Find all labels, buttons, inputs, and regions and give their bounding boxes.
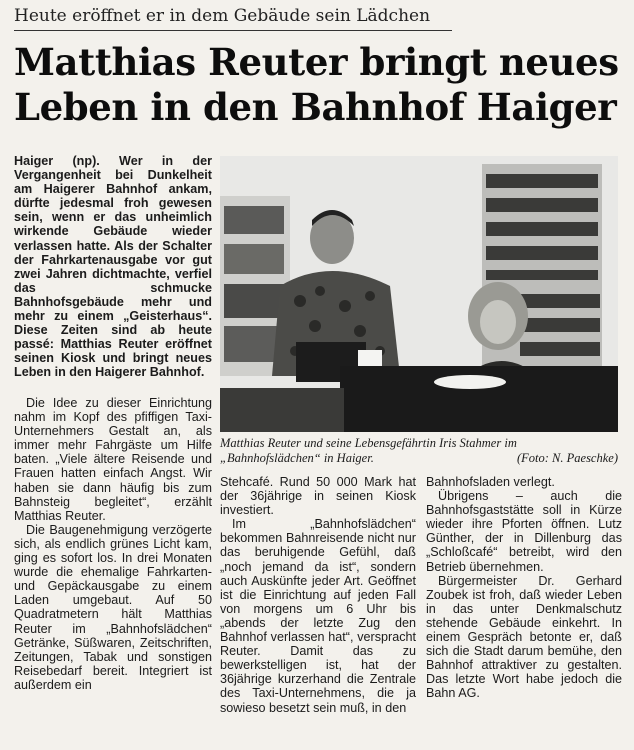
column-1-paragraph-2: Die Baugenehmigung verzögerte sich, als endlich grünes Licht kam, ging es sofort los. In drei Monaten wurde die ehemalige Fahrkarten- und Gepäckausgabe zu einem Laden umgebaut. Auf 50 Quadratmetern hält Matthias Reuter im „Bahnhofslädchen“ Getränke, Süßwaren, Zeitschriften, Zeitungen, Tabak und sonstigen Reisebedarf bereit. Integriert ist außerdem ein — [14, 522, 212, 692]
kicker-rule — [14, 30, 452, 31]
column-3-paragraph-1: Bahnhofsladen verlegt. — [426, 475, 555, 489]
kiosk-photo-illustration — [220, 156, 618, 432]
article-column-2 — [220, 475, 416, 715]
article-column-1 — [14, 396, 212, 692]
article-column-3 — [426, 475, 622, 701]
column-1-paragraph-1: Die Idee zu dieser Einrichtung nahm im Kopf des pfiffigen Taxi-Unternehmers Gestalt an, als immer mehr Fahrgäste um Hilfe baten. „Viele ältere Reisende und Frauen hatten einfach Angst. Wir haben sie dann häufig bis zum Bahnsteig begleitet“, erzählt Matthias Reuter. — [14, 396, 212, 523]
photo-caption — [220, 436, 618, 466]
column-2-paragraph-2: Im „Bahnhofslädchen“ bekommen Bahnreisende nicht nur das beruhigende Gefühl, daß „noch jemand da ist“, sondern auch Auskünfte jeder Art. Geöffnet ist die Einrichtung auf jeden Fall von morgens um 6 Uhr bis „abends der letzte Zug den Bahnhof verlassen hat“, verspracht Reuter. Damit das zu bewerkstelligen ist, hat der 36jährige kurzerhand die Zentrale des Taxi-Unternehmens, die ja sowieso besetzt sein muß, in den — [220, 517, 416, 715]
article-kicker: Heute eröffnet er in dem Gebäude sein Lädchen — [14, 6, 431, 26]
headline-line-1: Matthias Reuter bringt neues — [14, 40, 619, 84]
column-3-paragraph-3: Bürgermeister Dr. Gerhard Zoubek ist froh, daß wieder Leben in das unter Denkmalschutz stehende Gebäude einkehrt. In einem Gespräch betonte er, daß sich die Stadt darum bemühe, den Bahnhof attraktiver zu gestalten. Das letzte Wort habe jedoch die Bahn AG. — [426, 573, 622, 701]
caption-line-2: „Bahnhofslädchen“ in Haiger. — [220, 451, 374, 465]
column-3-paragraph-2: Übrigens – auch die Bahnhofsgaststätte soll in Kürze wieder ihre Pforten öffnen. Lutz Günther, der in Dillenburg das „Schloßcafé“ betreibt, wird den Betrieb übernehmen. — [426, 489, 622, 574]
column-2-paragraph-1: Stehcafé. Rund 50 000 Mark hat der 36jährige in seinen Kiosk investiert. — [220, 475, 416, 518]
caption-line-1: Matthias Reuter und seine Lebensgefährtin Iris Stahmer im — [220, 436, 517, 450]
lead-paragraph: Haiger (np). Wer in der Vergangenheit bei Dunkelheit am Haigerer Bahnhof ankam, dürfte jedesmal froh gewesen sein, wenn er das unheimlich wirkende Gebäude wieder verlassen hatte. Als der Schalter der Fahrkartenausgabe vor gut zwei Jahren dichtmachte, verfiel das schmucke Bahnhofsgebäude mehr und mehr zu einem „Geisterhaus“. Diese Zeiten sind ab heute passé: Matthias Reuter eröffnet seinen Kiosk und bringt neues Leben in den Haigerer Bahnhof. — [14, 154, 212, 380]
headline-line-2: Leben in den Bahnhof Haiger — [14, 85, 617, 129]
article-photo — [220, 156, 618, 432]
article-headline — [14, 40, 624, 130]
article-lead — [14, 154, 212, 380]
photo-credit: (Foto: N. Paeschke) — [516, 451, 618, 465]
